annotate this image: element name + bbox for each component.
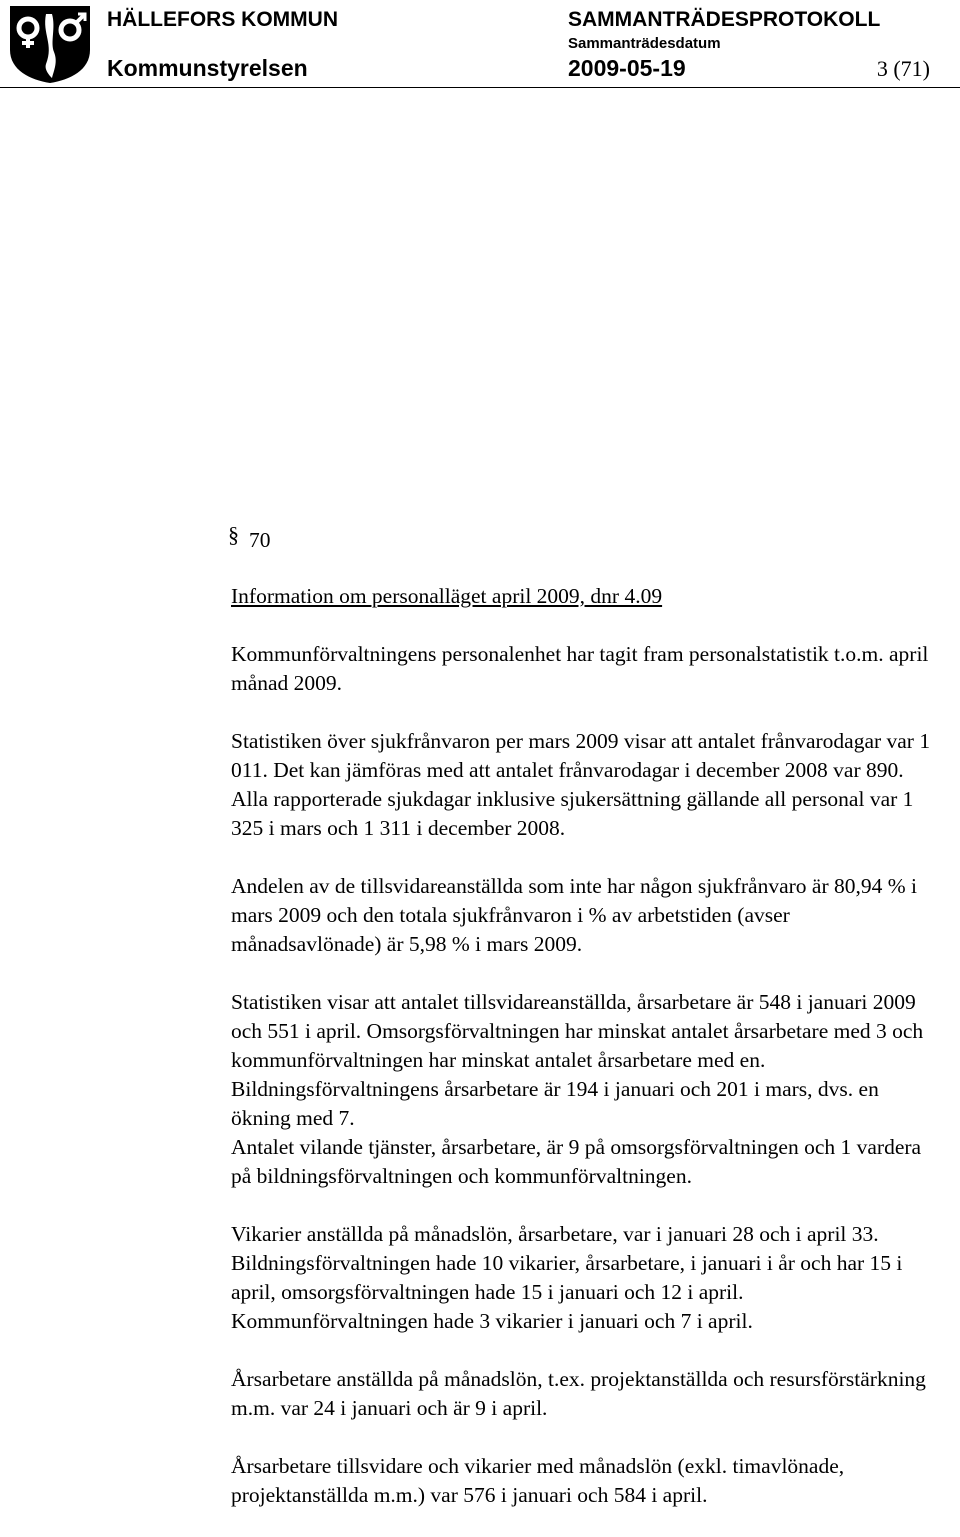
section-title: Information om personalläget april 2009, dnr 4.09 [231, 584, 663, 608]
section-number: 70 [249, 528, 271, 552]
section-symbol: § [228, 522, 239, 547]
paragraph: Antalet vilande tjänster, årsarbetare, är 9 på omsorgsförvaltningen och 1 vardera på bildningsförvaltningen och kommunförvaltningen. [231, 1135, 922, 1188]
protocol-title: SAMMANTRÄDESPROTOKOLL [568, 8, 881, 31]
page-number: 3 (71) [876, 56, 930, 81]
meeting-date-label: Sammanträdesdatum [568, 35, 721, 52]
paragraph: Andelen av de tillsvidareanställda som inte har någon sjukfrånvaro är 80,94 % i mars 2009 och den totala sjukfrånvaron i % av arbetstiden (avser månadsavlönade) är 5,98 % i mars 2009. [231, 874, 918, 956]
meeting-date: 2009-05-19 [568, 55, 686, 81]
paragraph: Statistiken visar att antalet tillsvidareanställda, årsarbetare är 548 i januari 2009 och 551 i april. Omsorgsförvaltningen har minskat antalet årsarbetare med 3 och kommunförvaltningen har minskat antalet årsarbetare med en. Bildningsförvaltningens årsarbetare är 194 i januari och 201 i mars, dvs. en ökning med 7. [231, 990, 924, 1130]
paragraph: Kommunförvaltningens personalenhet har tagit fram personalstatistik t.o.m. april månad 2009. [231, 642, 929, 695]
document-body [228, 520, 931, 1510]
organization-name: HÄLLEFORS KOMMUN [107, 8, 338, 31]
paragraph: Vikarier anställda på månadslön, årsarbetare, var i januari 28 och i april 33. Bildningsförvaltningen hade 10 vikarier, årsarbetare, i januari i år och har 15 i april, omsorgsförvaltningen hade 15 i januari och 12 i april. Kommunförvaltningen hade 3 vikarier i januari och 7 i april. [231, 1222, 903, 1333]
section-heading [228, 520, 931, 556]
municipality-coat-of-arms-logo [6, 4, 94, 84]
paragraph: Statistiken över sjukfrånvaron per mars 2009 visar att antalet frånvarodagar var 1 011. Det kan jämföras med att antalet frånvarodagar i december 2008 var 890. Alla rapporterade sjukdagar inklusive sjukersättning gällande all personal var 1 325 i mars och 1 311 i december 2008. [231, 729, 931, 840]
paragraph: Årsarbetare tillsvidare och vikarier med månadslön (exkl. timavlönade, projektanställda m.m.) var 576 i januari och 584 i april. [231, 1454, 845, 1507]
header-divider [0, 87, 960, 88]
paragraph: Årsarbetare anställda på månadslön, t.ex. projektanställda och resursförstärkning m.m. var 24 i januari och är 9 i april. [231, 1367, 926, 1420]
department-name: Kommunstyrelsen [107, 55, 308, 81]
page-header [0, 0, 960, 90]
